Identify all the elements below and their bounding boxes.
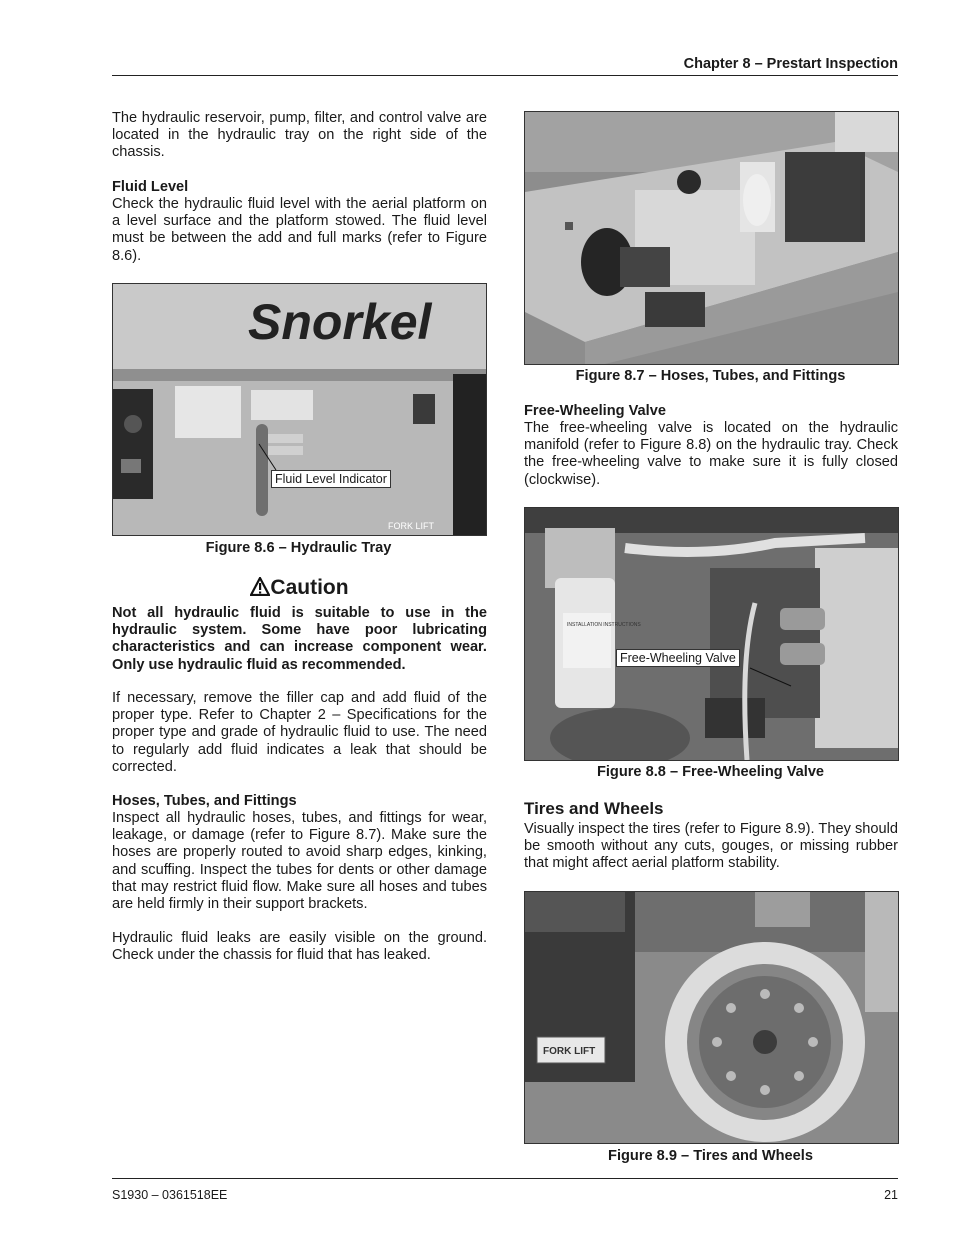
forklift-decal-text: FORK LIFT [388,521,435,531]
freewheel-paragraph: The free-wheeling valve is located on the hydraulic manifold (refer to Figure 8.8) on the hydraulic tray. Check the free-wheeling valve to make sure it is fully closed (clockwise). [524,420,898,488]
warning-triangle-icon [250,577,270,601]
free-wheeling-valve-callout: Free-Wheeling Valve [616,649,740,667]
figure-8-8-caption: Figure 8.8 – Free-Wheeling Valve [596,764,825,780]
forklift-label-text: FORK LIFT [543,1046,596,1057]
refill-paragraph: If necessary, remove the filler cap and add fluid of the proper type. Refer to Chapter 2 – Specifications for the proper type and grade of hydraulic fluid to use. The need to regularly add fluid indicates a leak that should be corrected. [112,690,487,775]
fluid-level-heading: Fluid Level [112,179,189,195]
hoses-heading: Hoses, Tubes, and Fittings [112,793,297,809]
tires-heading: Tires and Wheels [524,799,664,818]
fluid-level-paragraph: Check the hydraulic fluid level with the aerial platform on a level surface and the platform stowed. The fluid level must be between the add and full marks (refer to Figure 8.6). [112,196,487,264]
figure-8-9-photo [524,891,899,1144]
figure-8-6-caption: Figure 8.6 – Hydraulic Tray [205,540,392,556]
filter-label-text: INSTALLATION INSTRUCTIONS [567,622,641,628]
brand-logo-text: Snorkel [248,294,432,350]
figure-8-6-photo [112,283,487,536]
chapter-header: Chapter 8 – Prestart Inspection [683,56,898,72]
caution-title-row [112,576,487,601]
figure-8-7-caption: Figure 8.7 – Hoses, Tubes, and Fittings [575,368,846,384]
intro-paragraph: The hydraulic reservoir, pump, filter, and control valve are located in the hydraulic tray on the right side of the chassis. [112,110,487,161]
caution-title: Caution [270,576,349,599]
figure-8-7-photo [524,111,899,365]
leaks-paragraph: Hydraulic fluid leaks are easily visible on the ground. Check under the chassis for fluid that has leaked. [112,930,487,964]
footer-rule [112,1178,898,1179]
hoses-paragraph: Inspect all hydraulic hoses, tubes, and fittings for wear, leakage, or damage (refer to Figure 8.7). Make sure the hoses are properly routed to avoid sharp edges, kinking, and scuffing. Inspect the tubes for dents or other damage that may restrict fluid flow. Make sure all hoses and tubes are held firmly in their support brackets. [112,810,487,913]
document-number: S1930 – 0361518EE [112,1188,228,1202]
freewheel-heading: Free-Wheeling Valve [524,403,666,419]
figure-8-9-caption: Figure 8.9 – Tires and Wheels [608,1148,813,1164]
header-rule [112,75,898,76]
fluid-level-indicator-callout: Fluid Level Indicator [271,470,391,488]
caution-text: Not all hydraulic fluid is suitable to use in the hydraulic system. Some have poor lubricating characteristics and can increase component wear. Only use hydraulic fluid as recommended. [112,605,487,673]
page-number: 21 [884,1188,898,1202]
figure-8-8-photo [524,507,899,761]
tires-paragraph: Visually inspect the tires (refer to Figure 8.9). They should be smooth without any cuts, gouges, or missing rubber that might affect aerial platform stability. [524,821,898,872]
